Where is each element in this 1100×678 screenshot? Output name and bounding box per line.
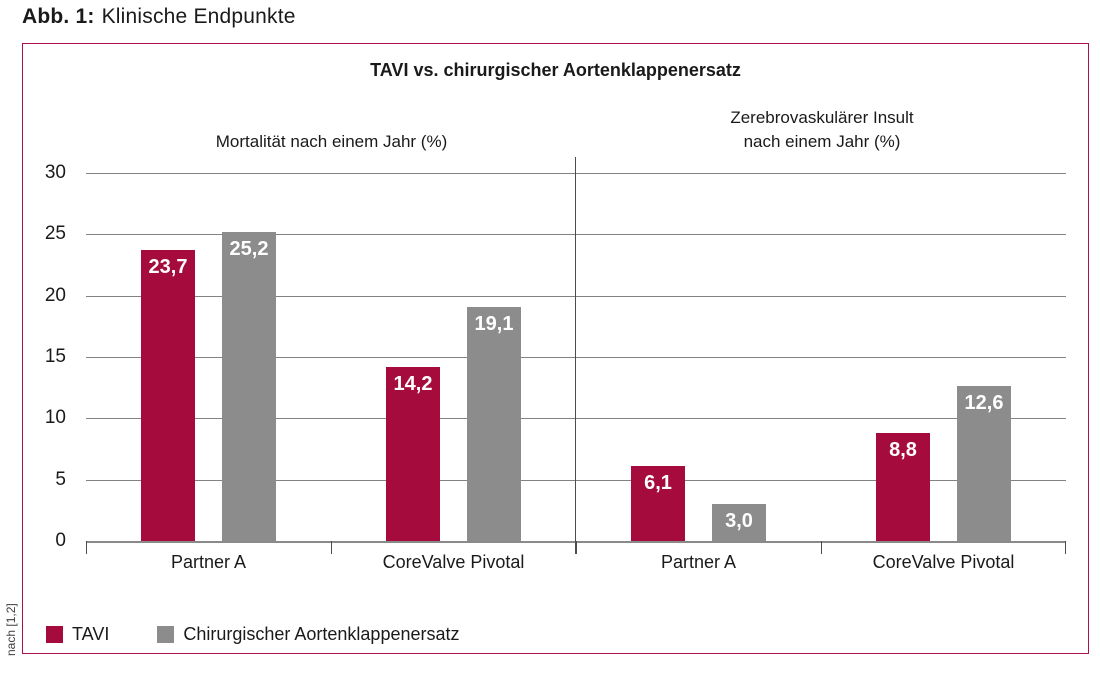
bar-value-label: 19,1 bbox=[474, 313, 514, 335]
bar-value-label: 23,7 bbox=[148, 256, 188, 278]
bar-chirurgischer-aortenklappenersatz-partner-a-2 bbox=[712, 504, 766, 541]
figure-box bbox=[22, 43, 1089, 654]
legend-label: Chirurgischer Aortenklappenersatz bbox=[183, 624, 460, 644]
bar-value-label: 12,6 bbox=[964, 392, 1004, 414]
section-divider bbox=[575, 157, 576, 554]
baseline-tick-0 bbox=[86, 541, 87, 554]
bar-tavi-partner-a-2 bbox=[631, 466, 685, 541]
category-label-corevalve-pivotal-3: CoreValve Pivotal bbox=[872, 552, 1015, 572]
category-label-partner-a-0: Partner A bbox=[170, 552, 247, 572]
bar-value-label: 8,8 bbox=[889, 439, 917, 461]
figure-heading-text: Klinische Endpunkte bbox=[101, 5, 296, 28]
section-label-stroke-line1: Zerebrovaskulärer Insult bbox=[730, 108, 914, 127]
source-note: nach [1,2] bbox=[4, 603, 18, 656]
bar-value-label: 3,0 bbox=[725, 510, 753, 532]
legend-item-tavi bbox=[46, 624, 109, 645]
baseline-tick-4 bbox=[1065, 541, 1066, 554]
bar-chirurgischer-aortenklappenersatz-partner-a-0 bbox=[222, 232, 276, 541]
section-label-stroke bbox=[577, 106, 1067, 154]
gridline-30 bbox=[86, 173, 1066, 174]
baseline-tick-2 bbox=[576, 541, 577, 554]
y-axis-label-5: 5 bbox=[55, 468, 66, 490]
legend bbox=[46, 624, 460, 645]
bar-tavi-partner-a-0 bbox=[141, 250, 195, 541]
y-axis-label-15: 15 bbox=[44, 346, 66, 367]
section-label-mortality: Mortalität nach einem Jahr (%) bbox=[215, 132, 448, 151]
legend-label: TAVI bbox=[72, 624, 110, 644]
bar-chirurgischer-aortenklappenersatz-corevalve-pivotal-3 bbox=[957, 386, 1011, 541]
plot-area bbox=[44, 162, 1066, 572]
legend-swatch-icon bbox=[46, 626, 63, 643]
category-label-corevalve-pivotal-1: CoreValve Pivotal bbox=[382, 552, 525, 572]
bar-chirurgischer-aortenklappenersatz-corevalve-pivotal-1 bbox=[467, 307, 521, 541]
y-axis-label-10: 10 bbox=[44, 407, 66, 429]
bar-value-label: 14,2 bbox=[393, 373, 433, 395]
bar-value-label: 6,1 bbox=[644, 472, 672, 494]
figure-number: Abb. 1: bbox=[22, 5, 95, 28]
section-label-stroke-line2: nach einem Jahr (%) bbox=[743, 132, 901, 151]
category-label-partner-a-2: Partner A bbox=[660, 552, 737, 572]
legend-swatch-icon bbox=[157, 626, 174, 643]
bar-tavi-corevalve-pivotal-1 bbox=[386, 367, 440, 541]
y-axis-label-30: 30 bbox=[44, 162, 66, 183]
baseline-tick-1 bbox=[331, 541, 332, 554]
figure-heading bbox=[22, 5, 296, 29]
chart-title: TAVI vs. chirurgischer Aortenklappenersatz bbox=[370, 60, 741, 80]
y-axis-label-0: 0 bbox=[55, 530, 66, 551]
y-axis-label-20: 20 bbox=[44, 284, 66, 306]
bar-tavi-corevalve-pivotal-3 bbox=[876, 433, 930, 541]
bar-value-label: 25,2 bbox=[229, 238, 269, 260]
legend-item-chirurgischer-aortenklappenersatz bbox=[157, 624, 459, 645]
y-axis-label-25: 25 bbox=[44, 223, 66, 245]
baseline-tick-3 bbox=[821, 541, 822, 554]
